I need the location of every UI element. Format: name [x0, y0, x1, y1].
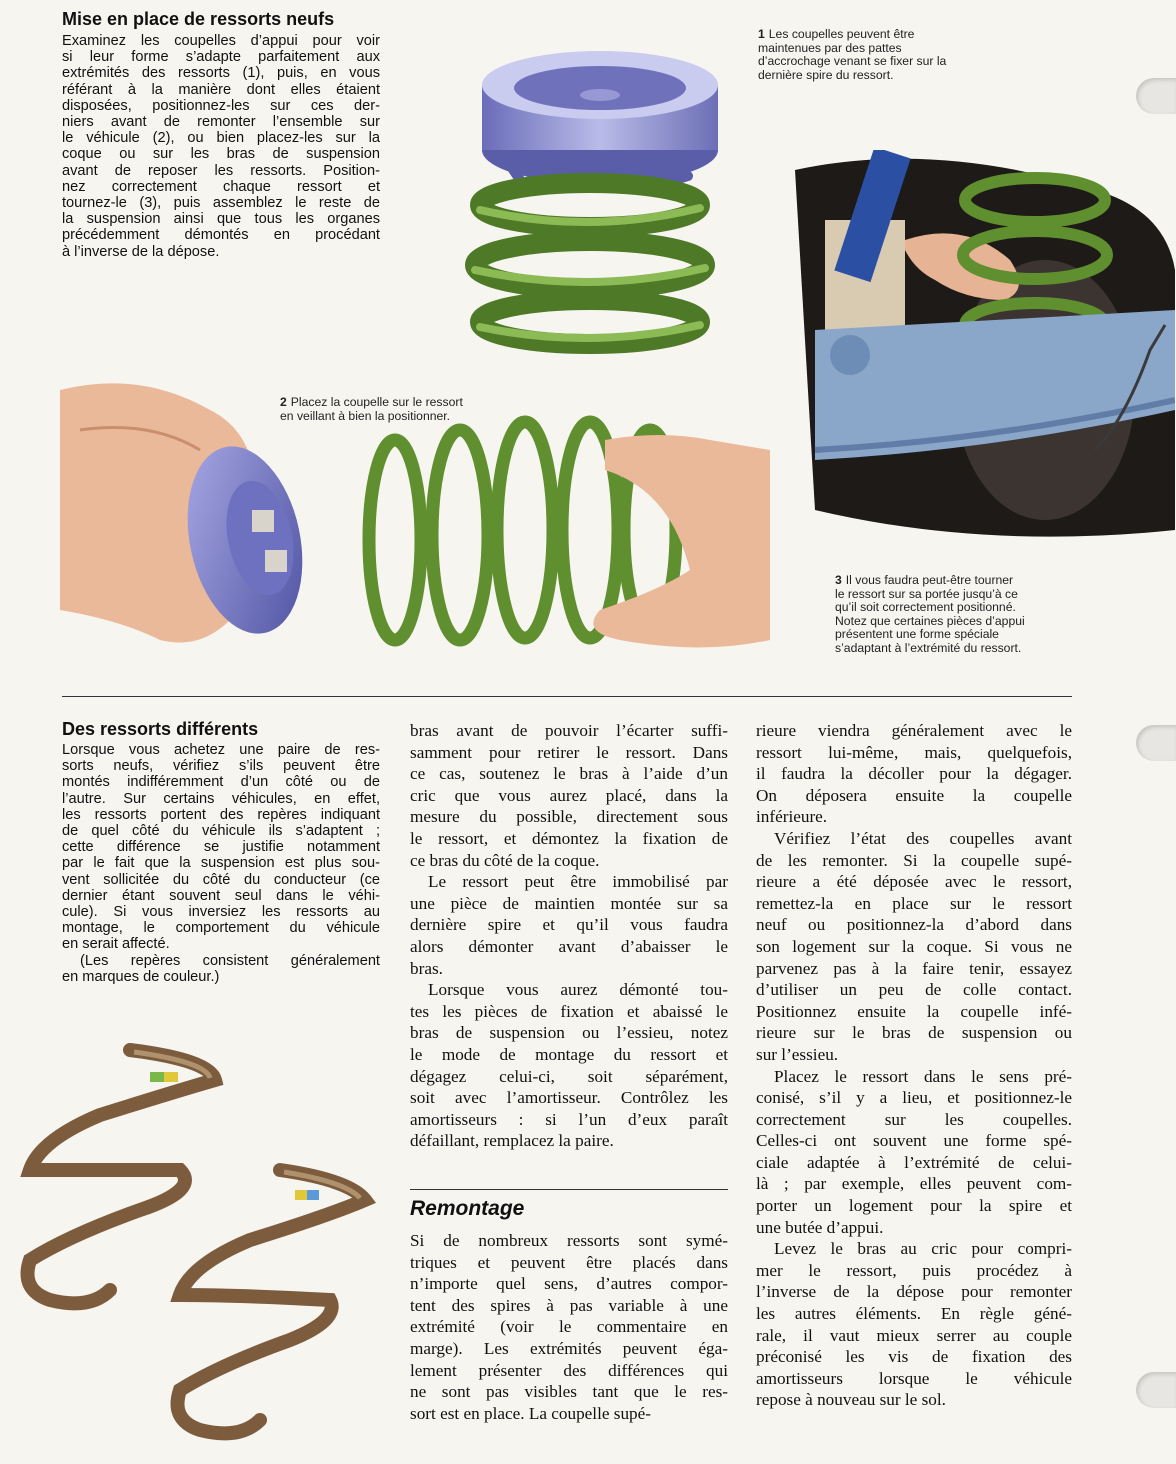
caption-1 [758, 28, 998, 82]
text-line: niers avant de remonter l’ensemble sur [62, 114, 380, 131]
text-line: rieure viendra généralement avec le [756, 721, 1072, 740]
text-line: en serait affecté. [62, 936, 170, 953]
caption-line [758, 42, 998, 56]
margin-tab [1136, 725, 1176, 761]
text-line: l’autre. Sur certains véhicules, en effet, [62, 790, 380, 807]
text-line: dernière spire et qu’il vous faudra [410, 915, 728, 935]
text-line: tes les pièces de fixation et abaissé le [410, 1001, 728, 1021]
left-paragraph [62, 742, 380, 985]
text-line: neuf ou positionnez-la d’abord dans [756, 915, 1072, 935]
text-line: rieure sur le bras de suspension ou [756, 1023, 1072, 1043]
text-line: Levez le bras au cric pour compri- [774, 1239, 1072, 1259]
middle-column-text-a [410, 720, 728, 1152]
text-line: d’utiliser un peu de colle contact. [756, 980, 1072, 1000]
text-line: porter un logement pour la spire et [756, 1196, 1072, 1216]
text-line: Si de nombreux ressorts sont symé- [410, 1231, 728, 1250]
text-line: extrémités des ressorts (1), puis, en vous [62, 65, 380, 82]
caption-number: 1 [758, 27, 765, 41]
text-line: bras de suspension ou l’essieu, notez [410, 1023, 728, 1043]
text-line: avant de reposer les ressorts. Position- [62, 162, 380, 179]
bronze-springs-illustration [10, 1020, 390, 1460]
text-line: ciale adaptée à l’extrémité de celui- [756, 1152, 1072, 1172]
remontage-rule [410, 1189, 728, 1190]
text-line: inférieure. [756, 807, 828, 827]
section-heading-remontage: Remontage [410, 1197, 525, 1220]
text-line: amortisseurs : si l’un d’eux paraît [410, 1109, 728, 1129]
text-line: alors démonter avant d’abaisser le [410, 936, 728, 956]
text-line: (Les repères consistent généralement [80, 952, 380, 969]
text-line: tournez-le (3), puis assemblez le reste de [62, 195, 380, 212]
text-line: cette différence se justifie notamment [62, 839, 380, 856]
section-heading-mise-en-place: Mise en place de ressorts neufs [62, 9, 335, 29]
caption-line [758, 28, 998, 42]
text-line: montés indifféremment d’un côté ou de [62, 774, 380, 791]
text-line: remettez-la en place sur le ressort [756, 893, 1072, 913]
text-line: Lorsque vous achetez une paire de res- [62, 742, 380, 758]
text-line: une butée d’appui. [756, 1217, 884, 1237]
text-line: conisé, s’il y a lieu, et positionnez-le [756, 1088, 1072, 1108]
middle-column-text-b [410, 1230, 728, 1424]
text-line: disposées, positionnez-les sur ces der- [62, 97, 380, 114]
coupelle-spring-illustration [440, 30, 750, 360]
caption-text: maintenues par des pattes [758, 40, 902, 55]
text-line: par le fait que la suspension est plus sou- [62, 855, 380, 872]
text-line: coque ou sur les bras de suspension [62, 146, 380, 163]
text-line: Vérifiez l’état des coupelles avant [774, 828, 1072, 848]
text-line: si leur forme s’adapte parfaitement aux [62, 49, 380, 66]
text-line: bras. [410, 958, 443, 978]
intro-paragraph [62, 33, 380, 260]
text-line: dernier étant souvent seul dans le véhi- [62, 887, 380, 904]
text-line: marge). Les extrémités peuvent éga- [410, 1338, 728, 1358]
text-line: à l’inverse de la dépose. [62, 243, 220, 260]
text-line: Placez le ressort dans le sens pré- [774, 1066, 1072, 1086]
caption-number: 2 [280, 395, 287, 409]
caption-line [835, 601, 1075, 615]
text-line: il faudra la décoller pour la dégager. [756, 764, 1072, 784]
text-line: la suspension ainsi que tous les organes [62, 211, 380, 228]
text-line: défaillant, remplacez la paire. [410, 1131, 614, 1151]
text-line: cric que vous aurez placé, dans la [410, 785, 728, 805]
text-line: les ressorts portent des repères indiquant [62, 806, 380, 823]
caption-line [758, 55, 998, 69]
text-line: montage, le comportement du véhicule [62, 920, 380, 937]
text-line: Le ressort peut être immobilisé par [428, 872, 728, 892]
caption-line [835, 615, 1075, 629]
text-line: Lorsque vous aurez démonté tou- [428, 980, 728, 1000]
text-line: triques et peuvent être placés dans [410, 1252, 728, 1272]
text-line: ressort lui-même, mais, quelquefois, [756, 742, 1072, 762]
caption-text: Les coupelles peuvent être [768, 27, 915, 41]
text-line: là ; par exemple, elles peuvent com- [756, 1174, 1072, 1194]
text-line: de les remonter. Si la coupelle supé- [756, 850, 1072, 870]
text-line: ce bras du côté de la coque. [410, 850, 600, 870]
text-line: rieure a été déposée avec le ressort, [756, 872, 1072, 892]
caption-text: présentent une forme spéciale [835, 627, 999, 642]
text-line: le véhicule (2), ou bien placez-les sur la [62, 130, 380, 147]
text-line: préconisé les vis de fixation des [756, 1347, 1072, 1367]
caption-text: le ressort sur sa portée jusqu’à ce [835, 586, 1018, 601]
text-line: samment pour retirer le ressort. Dans [410, 742, 728, 762]
text-line: une pièce de maintien montée sur sa [410, 893, 728, 913]
text-line: précédemment démontés en procédant [62, 227, 380, 244]
caption-text: Notez que certaines pièces d’appui [835, 613, 1025, 628]
vehicle-suspension-illustration [795, 150, 1175, 550]
text-line: On déposera ensuite la coupelle [756, 785, 1072, 805]
right-column-text [756, 720, 1072, 1411]
text-line: mer le ressort, puis procédez à [756, 1260, 1072, 1280]
text-line: de quel côté du véhicule ils s’adaptent ; [62, 823, 380, 840]
caption-text: en veillant à bien la positionner. [280, 408, 451, 423]
caption-3 [835, 574, 1075, 656]
caption-text: Il vous faudra peut-être tourner [845, 573, 1014, 587]
margin-tab [1136, 1372, 1176, 1408]
text-line: cule). Si vous inversiez les ressorts au [62, 904, 380, 921]
caption-line [758, 69, 998, 83]
text-line: sorts neufs, vérifiez s’ils peuvent être [62, 758, 380, 775]
caption-text: s’adaptant à l’extrémité du ressort. [835, 640, 1022, 655]
text-line: extrémité (voir le commentaire en [410, 1317, 728, 1337]
caption-number: 3 [835, 573, 842, 587]
text-line: sur l’essieu. [756, 1044, 839, 1064]
text-line: l’inverse de la dépose pour remonter [756, 1282, 1072, 1302]
caption-line [835, 588, 1075, 602]
text-line: nez correctement chaque ressort et [62, 178, 380, 195]
caption-text: Placez la coupelle sur le ressort [290, 395, 463, 409]
text-line: lement présenter des différences qui [410, 1360, 728, 1380]
text-line: sort est en place. La coupelle supé- [410, 1403, 652, 1423]
text-line: son logement sur la coque. Si vous ne [756, 936, 1072, 956]
caption-line [835, 574, 1075, 588]
text-line: référant à la manière dont elles étaient [62, 81, 380, 98]
text-line: Positionnez ensuite la coupelle infé- [756, 1001, 1072, 1021]
hands-coupelle-illustration [60, 370, 770, 670]
margin-tab [1136, 78, 1176, 114]
text-line: soit avec l’amortisseur. Contrôlez les [410, 1088, 728, 1108]
text-line: repose à nouveau sur le sol. [756, 1390, 946, 1410]
caption-text: d’accrochage venant se fixer sur la [758, 54, 947, 69]
text-line: rale, il vaut mieux serrer au couple [756, 1325, 1072, 1345]
section-divider [62, 696, 1072, 697]
caption-text: qu’il soit correctement positionné. [835, 600, 1016, 615]
text-line: dégagez celui-ci, soit séparément, [410, 1066, 728, 1086]
text-line: vent sollicitée du côté du conducteur (ce [62, 871, 380, 888]
text-line: n’importe quel sens, d’autres compor- [410, 1274, 728, 1294]
text-line: le mode de montage du ressort et [410, 1044, 728, 1064]
caption-line [835, 642, 1075, 656]
text-line: ne sont pas visibles tant que le res- [410, 1382, 728, 1402]
section-heading-ressorts-differents: Des ressorts différents [62, 719, 259, 739]
caption-text: dernière spire du ressort. [758, 67, 894, 82]
text-line: Examinez les coupelles d’appui pour voir [62, 33, 380, 49]
caption-line [835, 628, 1075, 642]
text-line: tent des spires à pas variable à une [410, 1295, 728, 1315]
text-line: parvenez pas à la faire tenir, essayez [756, 958, 1072, 978]
text-line: mesure du possible, directement sous [410, 807, 728, 827]
text-line: ce cas, soutenez le bras à l’aide d’un [410, 764, 728, 784]
text-line: bras avant de pouvoir l’écarter suffi- [410, 721, 728, 740]
text-line: les autres éléments. En règle géné- [756, 1304, 1072, 1324]
text-line: amortisseurs lorsque le véhicule [756, 1368, 1072, 1388]
text-line: Celles-ci ont souvent une forme spé- [756, 1131, 1072, 1151]
text-line: en marques de couleur.) [62, 968, 220, 985]
text-line: le ressort, et démontez la fixation de [410, 828, 728, 848]
text-line: correctement sur les coupelles. [756, 1109, 1072, 1129]
